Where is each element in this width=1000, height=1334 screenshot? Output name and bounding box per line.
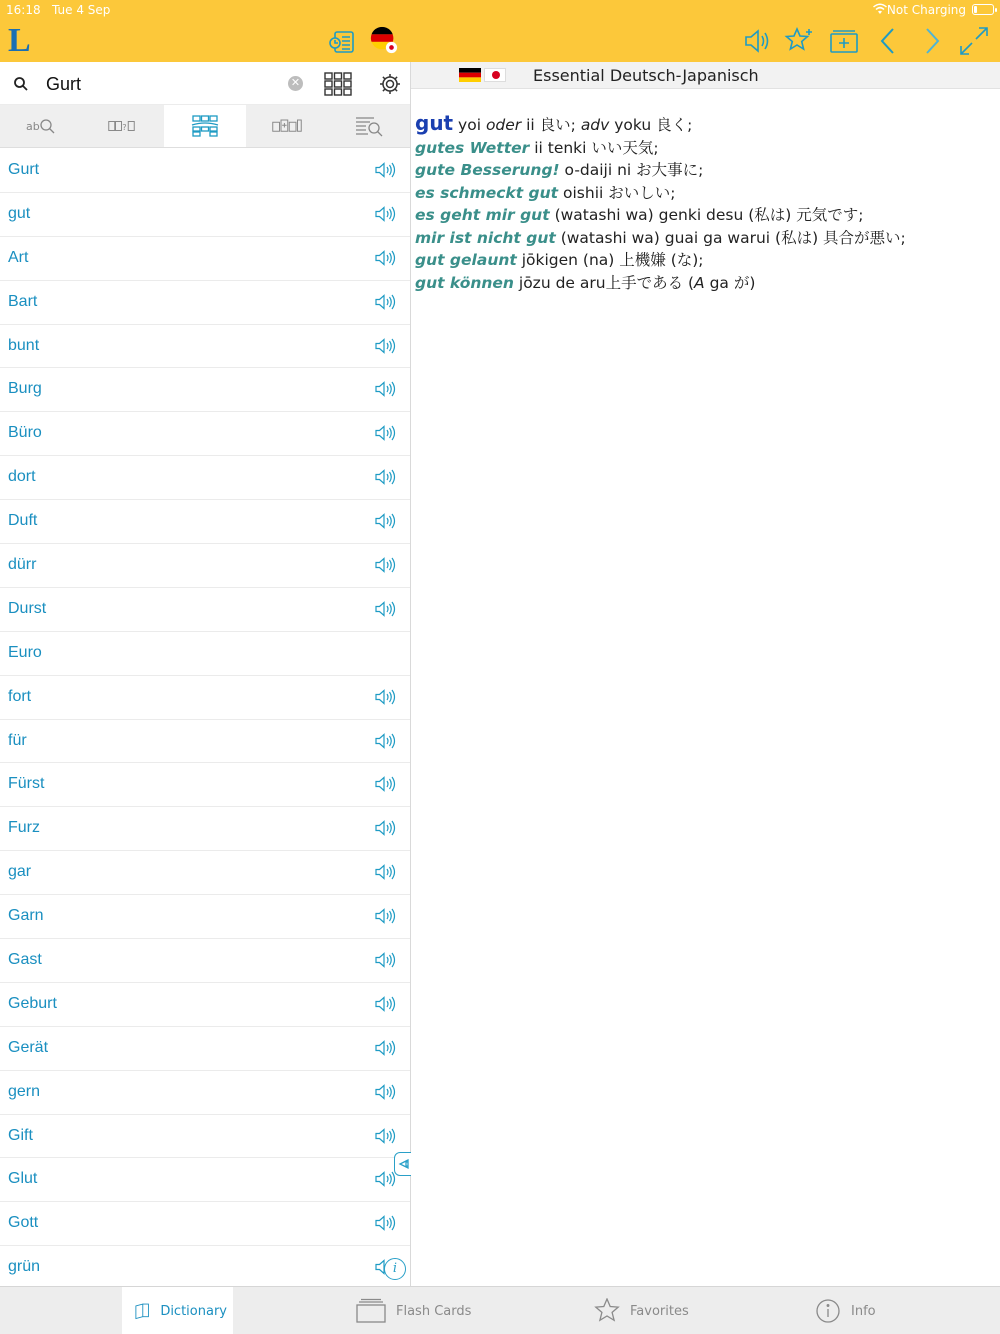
star-icon xyxy=(594,1298,620,1324)
speaker-icon[interactable] xyxy=(374,249,396,267)
list-item[interactable] xyxy=(0,1027,410,1071)
keyboard-grid-icon[interactable] xyxy=(324,72,352,96)
list-item[interactable] xyxy=(0,895,410,939)
tab-fuzzy-search[interactable] xyxy=(0,105,82,147)
info-tab-icon xyxy=(815,1298,841,1324)
speaker-icon[interactable] xyxy=(374,380,396,398)
entry-text: yoku 良く; xyxy=(609,116,693,134)
tab-info-label: Info xyxy=(851,1303,876,1319)
list-item-word: Duft xyxy=(8,512,38,530)
list-item-word: Burg xyxy=(8,380,42,398)
list-item-word: dürr xyxy=(8,556,37,574)
speaker-icon[interactable] xyxy=(374,1214,396,1232)
list-item-word: Gurt xyxy=(8,161,40,178)
tab-info[interactable] xyxy=(815,1287,876,1334)
list-item[interactable] xyxy=(0,1246,410,1286)
list-item-word: Fürst xyxy=(8,775,45,793)
speaker-icon[interactable] xyxy=(374,775,396,793)
list-item[interactable] xyxy=(0,193,410,237)
entry-text: oishii おいしい; xyxy=(558,183,676,202)
dictionary-title: Essential Deutsch-Japanisch xyxy=(533,66,759,85)
list-item-word: gern xyxy=(8,1082,41,1100)
speaker-icon[interactable] xyxy=(374,688,396,706)
speaker-icon[interactable] xyxy=(374,951,396,969)
list-item[interactable] xyxy=(0,1202,410,1246)
word-list xyxy=(0,149,410,1286)
bottom-tab-bar xyxy=(0,1286,1000,1334)
list-item[interactable] xyxy=(0,368,410,412)
entry-example[interactable]: mir ist nicht gut xyxy=(415,228,556,247)
app-logo: L xyxy=(8,22,31,59)
list-item-word: Gast xyxy=(8,951,42,969)
charging-status: Not Charging xyxy=(886,3,966,17)
status-time: 16:18 Tue 4 Sep xyxy=(6,3,111,17)
tab-flash-cards-label: Flash Cards xyxy=(396,1303,472,1319)
list-item[interactable] xyxy=(0,149,410,193)
speaker-icon[interactable] xyxy=(374,161,396,179)
list-item-word: fort xyxy=(8,687,32,705)
speaker-icon[interactable] xyxy=(374,512,396,530)
speaker-icon[interactable] xyxy=(374,468,396,486)
japanese-flag-icon xyxy=(484,68,506,82)
list-item[interactable] xyxy=(0,325,410,369)
entry-example[interactable]: gut gelaunt xyxy=(415,251,517,269)
entry-example[interactable]: gut können xyxy=(415,273,514,292)
german-flag-icon xyxy=(459,68,481,82)
entry-text: A xyxy=(694,273,705,292)
list-item-word: grün xyxy=(8,1258,41,1276)
speaker-icon[interactable] xyxy=(374,995,396,1013)
list-item[interactable] xyxy=(0,544,410,588)
list-item-word: Garn xyxy=(8,907,44,925)
speaker-icon[interactable] xyxy=(374,863,396,881)
tab-headword-list[interactable] xyxy=(164,105,246,147)
info-icon[interactable]: i xyxy=(384,1258,406,1280)
tab-compound-search[interactable] xyxy=(246,105,328,147)
list-item-word: bunt xyxy=(8,336,40,354)
entry-example-line xyxy=(415,249,995,272)
list-item-word: gar xyxy=(8,863,32,881)
tab-fulltext-search[interactable] xyxy=(328,105,410,147)
entry-example-line xyxy=(415,137,995,160)
list-item[interactable] xyxy=(0,807,410,851)
speaker-icon[interactable] xyxy=(374,556,396,574)
list-item[interactable] xyxy=(0,983,410,1027)
gear-icon[interactable] xyxy=(378,72,402,96)
list-item[interactable] xyxy=(0,500,410,544)
entry-text: ii 良い; xyxy=(521,116,581,134)
list-item[interactable] xyxy=(0,763,410,807)
list-item-word: Durst xyxy=(8,599,47,617)
speaker-icon[interactable] xyxy=(374,337,396,355)
entry-text: ii tenki いい天気; xyxy=(529,138,659,157)
list-item[interactable] xyxy=(0,281,410,325)
tab-wildcard-search[interactable] xyxy=(82,105,164,147)
entry-example-line xyxy=(415,272,995,295)
list-item-word: Art xyxy=(8,248,29,266)
list-item-word: Euro xyxy=(8,643,42,661)
entry-example[interactable]: es schmeckt gut xyxy=(415,183,559,202)
wildcard-search-icon xyxy=(108,115,138,137)
flashcard-add-icon[interactable] xyxy=(828,25,860,57)
tab-favorites[interactable] xyxy=(594,1287,689,1334)
tab-flash-cards[interactable] xyxy=(356,1287,471,1334)
entry-text: (watashi wa) guai ga warui (私は) 具合が悪い; xyxy=(555,228,906,247)
list-item-word: für xyxy=(8,731,27,749)
list-item[interactable] xyxy=(0,1071,410,1115)
history-icon[interactable] xyxy=(326,26,358,58)
entry-text: oder xyxy=(485,116,522,134)
speaker-icon[interactable] xyxy=(374,1170,396,1188)
dictionary-entry xyxy=(415,112,995,294)
tab-dictionary[interactable] xyxy=(122,1287,233,1334)
dictionary-header xyxy=(411,62,1000,89)
svg-text:ab: ab xyxy=(26,120,40,133)
language-flag-icon[interactable] xyxy=(368,24,400,56)
list-item-word: Glut xyxy=(8,1170,38,1188)
search-icon xyxy=(13,76,29,92)
speaker-icon[interactable] xyxy=(374,424,396,442)
battery-icon xyxy=(972,4,994,15)
wifi-icon xyxy=(873,3,887,15)
search-mode-tabs xyxy=(0,105,410,148)
list-item-word: Büro xyxy=(8,424,42,442)
entry-text: ga が) xyxy=(704,273,756,292)
tab-dictionary-label: Dictionary xyxy=(160,1303,227,1319)
entry-headword[interactable]: gut xyxy=(415,111,454,135)
entry-example-line xyxy=(415,182,995,205)
search-input[interactable] xyxy=(46,71,276,97)
back-icon[interactable] xyxy=(872,25,904,57)
entry-example[interactable]: es geht mir gut xyxy=(415,206,550,224)
speaker-icon[interactable] xyxy=(374,1039,396,1057)
list-item-word: Geburt xyxy=(8,994,57,1012)
entry-example-line xyxy=(415,204,995,227)
speaker-icon[interactable] xyxy=(374,907,396,925)
list-item-word: dort xyxy=(8,468,36,486)
list-item[interactable] xyxy=(0,412,410,456)
speaker-icon[interactable] xyxy=(374,1127,396,1145)
speaker-icon[interactable] xyxy=(374,732,396,750)
entry-text: jōzu de aru上手である ( xyxy=(513,273,695,292)
list-item[interactable] xyxy=(0,851,410,895)
speaker-icon[interactable] xyxy=(740,25,772,57)
entry-headword-line xyxy=(415,112,995,137)
entry-example[interactable]: gutes Wetter xyxy=(415,138,530,157)
list-item-word: Furz xyxy=(8,819,40,837)
list-item[interactable] xyxy=(0,456,410,500)
entry-text: (watashi wa) genki desu (私は) 元気です; xyxy=(549,206,864,224)
list-item[interactable] xyxy=(0,1115,410,1159)
entry-text: o-daiji ni お大事に; xyxy=(559,161,704,179)
word-list-pane xyxy=(0,62,410,1286)
expand-icon[interactable] xyxy=(958,25,990,57)
fuzzy-search-icon xyxy=(26,115,56,137)
entry-text: jōkigen (na) 上機嫌 (な); xyxy=(516,251,704,269)
favorite-add-icon[interactable] xyxy=(783,25,815,57)
list-item-word: Gerät xyxy=(8,1038,49,1056)
list-item[interactable] xyxy=(0,939,410,983)
cards-icon xyxy=(356,1298,386,1324)
list-item[interactable] xyxy=(0,1158,410,1202)
list-item-word: Gott xyxy=(8,1214,39,1232)
entry-example-line xyxy=(415,227,995,250)
list-item[interactable] xyxy=(0,720,410,764)
headword-list-icon xyxy=(190,115,220,137)
speaker-icon[interactable] xyxy=(374,293,396,311)
entry-example-line xyxy=(415,159,995,182)
speaker-icon[interactable] xyxy=(374,1083,396,1101)
entry-example[interactable]: gute Besserung! xyxy=(415,161,560,179)
tab-favorites-label: Favorites xyxy=(630,1303,689,1319)
list-item-word: Bart xyxy=(8,292,38,310)
list-item[interactable] xyxy=(0,632,410,676)
list-item[interactable] xyxy=(0,676,410,720)
speaker-icon[interactable] xyxy=(374,819,396,837)
list-item-word: gut xyxy=(8,204,31,222)
list-item[interactable] xyxy=(0,237,410,281)
speaker-icon[interactable] xyxy=(374,600,396,618)
book-icon xyxy=(134,1298,150,1324)
clear-search-icon[interactable]: ✕ xyxy=(288,76,303,91)
entry-text: adv xyxy=(580,116,610,134)
entry-text: yoi xyxy=(453,116,486,134)
forward-icon[interactable] xyxy=(916,25,948,57)
search-bar xyxy=(0,62,410,105)
dictionary-entry-pane xyxy=(411,62,1000,1286)
fulltext-search-icon xyxy=(354,115,384,137)
compound-search-icon xyxy=(272,115,302,137)
list-item-word: Gift xyxy=(8,1126,33,1144)
speaker-icon[interactable] xyxy=(374,205,396,223)
svg-text:?: ? xyxy=(122,121,127,132)
top-toolbar xyxy=(0,0,1000,62)
list-item[interactable] xyxy=(0,588,410,632)
